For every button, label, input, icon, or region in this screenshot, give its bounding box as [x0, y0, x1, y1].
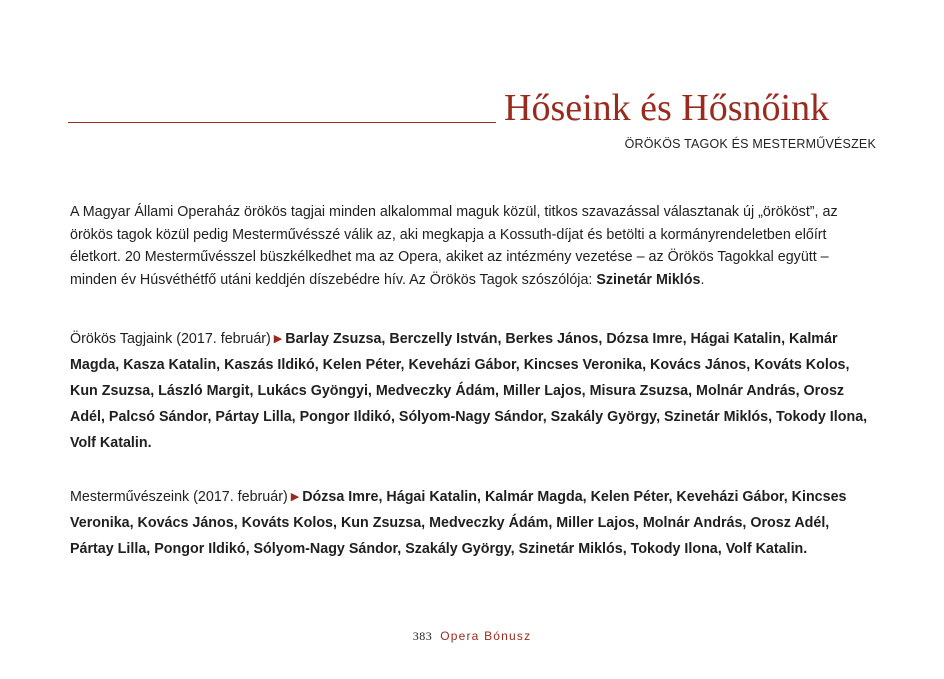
- master-artists-names: Dózsa Imre, Hágai Katalin, Kalmár Magda, Kelen Péter, Keveházi Gábor, Kincses Veronika, Kovács János, Kováts Kolos, Kun Zsuzsa, Medveczky Ádám, Miller Lajos, Molnár András, Orosz Adél, Pártay Lilla, Pongor Ildikó, Sólyom-Nagy Sándor, Szakály György, Szinetár Miklós, Tokody Ilona, Volf Katalin.: [70, 489, 847, 557]
- honorary-members-label: Örökös Tagjaink (2017. február): [70, 331, 271, 347]
- master-artists-label: Mesterművészeink (2017. február): [70, 489, 288, 505]
- arrow-right-icon: ▶: [273, 333, 283, 345]
- arrow-right-icon: ▶: [290, 491, 300, 503]
- intro-text: A Magyar Állami Operaház örökös tagjai minden alkalommal maguk közül, titkos szavazással választanak új „örököst”, az örökös tagok közül pedig Mesterművésszé válik az, aki megkapja a Kossuth-díjat és betölti a kormányrendeletben előírt életkort. 20 Mesterművésszel büszkélkedhet ma az Opera, akiket az intézmény vezetése – az Örökös Tagokkal együtt – minden év Húsvéthétfő utáni keddjén díszebédre hív. Az Örökös Tagok szószólója:: [70, 204, 838, 288]
- honorary-members-names: Barlay Zsuzsa, Berczelly István, Berkes János, Dózsa Imre, Hágai Katalin, Kalmár Magda, Kasza Katalin, Kaszás Ildikó, Kelen Péter, Keveházi Gábor, Kincses Veronika, Kovács János, Kováts Kolos, Kun Zsuzsa, László Margit, Lukács Gyöngyi, Medveczky Ádám, Miller Lajos, Misura Zsuzsa, Molnár András, Orosz Adél, Palcsó Sándor, Pártay Lilla, Pongor Ildikó, Sólyom-Nagy Sándor, Szakály György, Szinetár Miklós, Tokody Ilona, Volf Katalin.: [70, 331, 868, 451]
- page-number: 383: [412, 629, 433, 643]
- publication-name: Opera Bónusz: [440, 629, 532, 643]
- intro-paragraph: [70, 201, 876, 291]
- intro-end: .: [700, 271, 705, 288]
- page-footer: [0, 628, 944, 644]
- master-artists-paragraph: [70, 484, 876, 562]
- honorary-members-paragraph: [70, 326, 876, 456]
- header-rule: [68, 122, 496, 123]
- page-title: Hőseink és Hősnőink: [504, 87, 830, 129]
- page-subtitle: ÖRÖKÖS TAGOK ÉS MESTERMŰVÉSZEK: [624, 137, 876, 151]
- spokesperson-name: Szinetár Miklós: [596, 271, 701, 288]
